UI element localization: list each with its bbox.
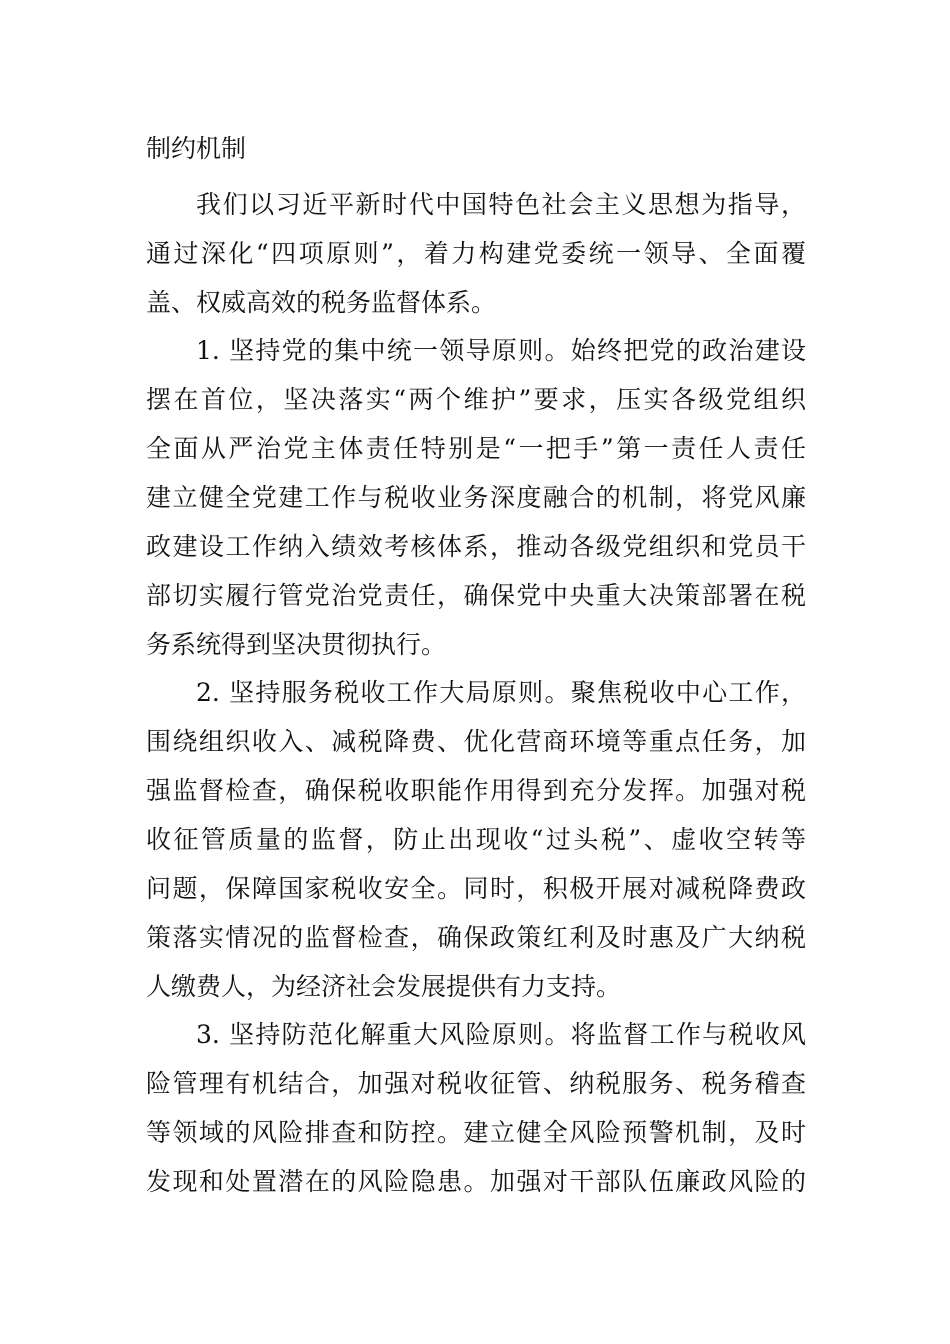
text-line: 建立健全党建工作与税收业务深度融合的机制，将党风廉	[146, 483, 806, 512]
text-line: 政建设工作纳入绩效考核体系，推动各级党组织和党员干	[146, 532, 806, 561]
text-line: 摆在首位，坚决落实“两个维护”要求，压实各级党组织	[146, 385, 806, 414]
text-line: 发现和处置潜在的风险隐患。加强对干部队伍廉政风险的	[146, 1167, 806, 1196]
text-line: 策落实情况的监督检查，确保政策红利及时惠及广大纳税	[146, 923, 806, 952]
text-line: 通过深化“四项原则”，着力构建党委统一领导、全面覆	[146, 239, 806, 268]
text-line: 制约机制	[146, 134, 247, 163]
paragraph-first-line: 3. 坚持防范化解重大风险原则。将监督工作与税收风	[196, 1020, 806, 1049]
paragraph-first-line: 1. 坚持党的集中统一领导原则。始终把党的政治建设	[196, 336, 806, 365]
paragraph-first-line: 2. 坚持服务税收工作大局原则。聚焦税收中心工作，	[196, 678, 806, 707]
text-line: 务系统得到坚决贯彻执行。	[146, 630, 447, 659]
text-line: 强监督检查，确保税收职能作用得到充分发挥。加强对税	[146, 776, 806, 805]
text-line: 盖、权威高效的税务监督体系。	[146, 288, 497, 317]
text-line: 部切实履行管党治党责任，确保党中央重大决策部署在税	[146, 581, 806, 610]
text-line: 全面从严治党主体责任特别是“一把手”第一责任人责任	[146, 434, 806, 463]
text-line: 等领域的风险排查和防控。建立健全风险预警机制，及时	[146, 1118, 806, 1147]
text-line: 收征管质量的监督，防止出现收“过头税”、虚收空转等	[146, 825, 806, 854]
paragraph-first-line: 我们以习近平新时代中国特色社会主义思想为指导，	[196, 190, 806, 219]
text-line: 问题，保障国家税收安全。同时，积极开展对减税降费政	[146, 874, 806, 903]
text-line: 围绕组织收入、减税降费、优化营商环境等重点任务，加	[146, 727, 806, 756]
text-line: 险管理有机结合，加强对税收征管、纳税服务、税务稽查	[146, 1069, 806, 1098]
text-line: 人缴费人，为经济社会发展提供有力支持。	[146, 972, 622, 1001]
